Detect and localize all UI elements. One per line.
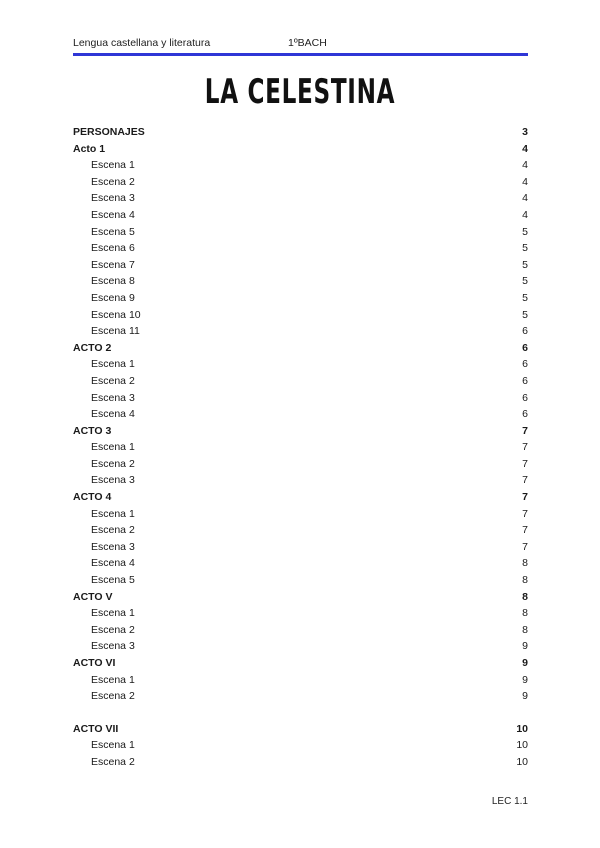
toc-entry-page-number: 5 [522,308,528,321]
page-header [73,37,528,51]
toc-entry-page-number: 3 [522,126,528,138]
toc-entry-label: ACTO 2 [73,341,112,354]
toc-scene-entry[interactable] [73,224,528,241]
toc-scene-entry[interactable] [73,439,528,456]
toc-entry-label: Escena 11 [91,325,140,338]
toc-entry-page-number: 8 [522,623,528,636]
toc-entry-page-number: 7 [522,507,528,520]
toc-entry-page-number: 5 [522,291,528,304]
toc-scene-entry[interactable] [73,572,528,589]
toc-entry-page-number: 4 [522,142,528,155]
toc-scene-entry[interactable] [73,472,528,489]
toc-entry-label: Escena 8 [91,275,135,288]
toc-scene-entry[interactable] [73,290,528,307]
toc-entry-page-number: 4 [522,192,528,205]
toc-entry-label: Escena 3 [91,391,135,404]
toc-entry-page-number: 7 [522,424,528,437]
toc-entry-page-number: 6 [522,341,528,354]
toc-scene-entry[interactable] [73,240,528,257]
toc-scene-entry[interactable] [73,688,528,705]
toc-section-entry[interactable] [73,489,528,506]
toc-entry-label: Escena 3 [91,540,135,553]
toc-section-entry[interactable] [73,655,528,672]
toc-entry-label: Escena 2 [91,690,135,703]
toc-entry-page-number: 7 [522,441,528,454]
toc-scene-entry[interactable] [73,207,528,224]
toc-entry-page-number: 6 [522,408,528,421]
toc-entry-label: Escena 1 [91,673,135,686]
toc-entry-label: Escena 2 [91,175,135,188]
toc-entry-page-number: 6 [522,374,528,387]
toc-entry-label: Escena 1 [91,507,135,520]
toc-scene-entry[interactable] [73,174,528,191]
toc-scene-entry[interactable] [73,539,528,556]
toc-entry-page-number: 5 [522,225,528,238]
toc-entry-label: Escena 3 [91,474,135,487]
toc-entry-page-number: 10 [516,739,528,752]
toc-entry-page-number: 7 [522,474,528,487]
toc-entry-page-number: 10 [516,722,528,735]
toc-scene-entry[interactable] [73,373,528,390]
toc-entry-label: Escena 3 [91,192,135,205]
toc-entry-page-number: 5 [522,258,528,271]
header-rule [73,53,528,56]
toc-entry-label: Escena 2 [91,457,135,470]
toc-entry-label: ACTO V [73,590,113,603]
document-title: LA CELESTINA [204,72,396,112]
toc-entry-label: Escena 1 [91,739,135,752]
toc-scene-entry[interactable] [73,555,528,572]
toc-entry-label: Escena 4 [91,408,135,421]
toc-entry-page-number: 9 [522,690,528,703]
toc-section-entry[interactable] [73,423,528,440]
toc-entry-label: Escena 4 [91,557,135,570]
toc-entry-page-number: 9 [522,657,528,669]
toc-scene-entry[interactable] [73,390,528,407]
toc-entry-page-number: 8 [522,574,528,587]
toc-entry-label: ACTO 3 [73,424,112,437]
toc-section-entry[interactable] [73,124,528,141]
toc-section-entry[interactable] [73,721,528,738]
toc-entry-page-number: 6 [522,358,528,371]
toc-entry-page-number: 8 [522,590,528,603]
toc-scene-entry[interactable] [73,672,528,689]
toc-entry-label: Escena 1 [91,441,135,454]
toc-entry-label: Acto 1 [73,142,106,155]
toc-entry-label: ACTO VI [73,657,116,669]
toc-entry-label: Escena 2 [91,755,135,768]
toc-scene-entry[interactable] [73,273,528,290]
toc-entry-label: Escena 6 [91,242,135,255]
toc-entry-page-number: 9 [522,640,528,653]
toc-scene-entry[interactable] [73,406,528,423]
toc-entry-page-number: 6 [522,391,528,404]
toc-entry-page-number: 9 [522,673,528,686]
toc-entry-page-number: 4 [522,208,528,221]
toc-section-entry[interactable] [73,589,528,606]
header-course: 1ºBACH [288,37,327,49]
toc-entry-label: Escena 10 [91,308,141,321]
toc-entry-page-number: 7 [522,457,528,470]
toc-entry-label: Escena 7 [91,258,135,271]
toc-entry-label: Escena 5 [91,225,135,238]
toc-entry-page-number: 8 [522,557,528,570]
toc-entry-label: ACTO 4 [73,491,112,504]
toc-entry-label: Escena 3 [91,640,135,653]
toc-entry-page-number: 5 [522,275,528,288]
toc-entry-label: Escena 2 [91,374,135,387]
toc-entry-page-number: 8 [522,607,528,620]
toc-entry-page-number: 6 [522,325,528,338]
toc-scene-entry[interactable] [73,622,528,639]
toc-entry-label: Escena 9 [91,291,135,304]
toc-entry-label: Escena 5 [91,574,135,587]
toc-scene-entry[interactable] [73,356,528,373]
toc-scene-entry[interactable] [73,737,528,754]
toc-scene-entry[interactable] [73,754,528,771]
toc-scene-entry[interactable] [73,605,528,622]
toc-entry-page-number: 7 [522,540,528,553]
toc-entry-page-number: 4 [522,159,528,172]
toc-scene-entry[interactable] [73,257,528,274]
toc-entry-page-number: 5 [522,242,528,255]
toc-entry-label: ACTO VII [73,722,119,735]
toc-entry-page-number: 10 [516,755,528,768]
toc-scene-entry[interactable] [73,323,528,340]
toc-scene-entry[interactable] [73,522,528,539]
toc-entry-label: Escena 2 [91,623,135,636]
toc-entry-label: Escena 2 [91,524,135,537]
toc-entry-label: Escena 1 [91,607,135,620]
toc-entry-page-number: 7 [522,524,528,537]
toc-entry-label: PERSONAJES [73,126,145,138]
toc-scene-entry[interactable] [73,638,528,655]
header-subject: Lengua castellana y literatura [73,37,211,49]
toc-scene-entry[interactable] [73,506,528,523]
toc-section-entry[interactable] [73,141,528,158]
toc-scene-entry[interactable] [73,157,528,174]
toc-entry-page-number: 4 [522,175,528,188]
page-footer: LEC 1.1 [491,796,528,807]
toc-scene-entry[interactable] [73,456,528,473]
toc-scene-entry[interactable] [73,307,528,324]
toc-entry-page-number: 7 [522,491,528,504]
toc-entry-label: Escena 4 [91,208,135,221]
table-of-contents [73,124,528,771]
toc-entry-label: Escena 1 [91,159,135,172]
toc-scene-entry[interactable] [73,190,528,207]
toc-entry-label: Escena 1 [91,358,135,371]
toc-section-entry[interactable] [73,340,528,357]
